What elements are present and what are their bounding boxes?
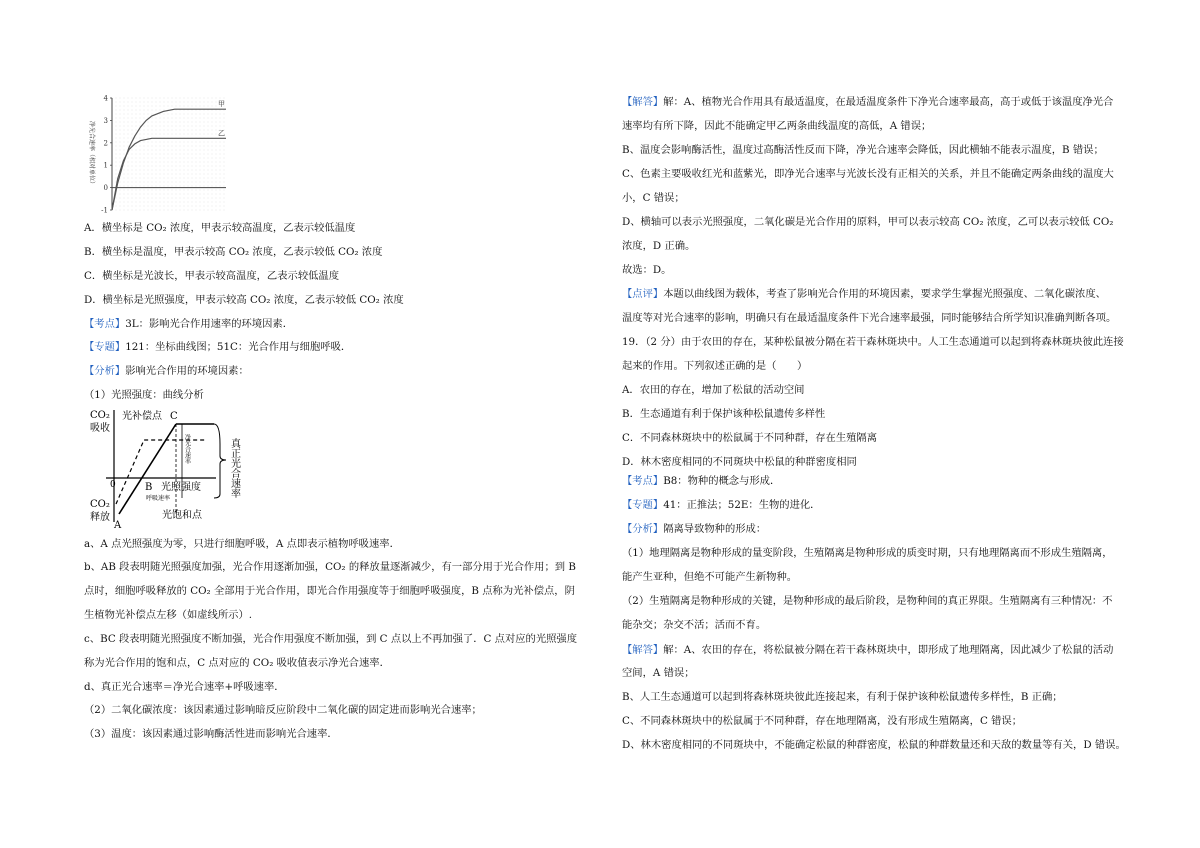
true-rate-label: 真正光合速率 [228,438,240,498]
line-text: 温度等对光合速率的影响，明确只有在最适温度条件下光合速率最强，同时能够结合所学知识准确判断各项。 [622,312,1117,324]
series-line-jia [112,109,226,210]
line-text: 隔离导致物种的形成： [663,523,767,535]
text-line [84,537,400,551]
co2-absorb-label: CO₂ [90,410,110,421]
line-text: 速率均有所下降，因此不能确定甲乙两条曲线温度的高低，A 错误； [622,120,932,132]
y-tick-label: 2 [103,139,108,148]
line-text: c、BC 段表明随光照强度不断加强，光合作用强度不断加强，到 C 点以上不再加强了．C 点对应的光照强度 [84,633,578,645]
line-text: D、横轴可以表示光照强度，二氧化碳是光合作用的原料，甲可以表示较高 CO₂ 浓度，乙可以表示较低 CO₂ [622,216,1114,228]
text-line [622,474,780,488]
line-text: 3L：影响光合作用速率的环境因素． [125,318,294,330]
text-line [84,340,351,354]
point-c-label: C [170,411,178,422]
text-line [84,703,482,717]
text-line [84,269,339,283]
origin-label: 0 [110,480,116,490]
section-tag: 【分析】 [84,365,126,377]
line-text: a、A 点光照强度为零，只进行细胞呼吸，A 点即表示植物呼吸速率． [84,538,400,550]
text-line [622,407,825,421]
line-text: （3）温度：该因素通过影响酶活性进而影响光合速率． [84,728,338,740]
y-tick-label: 3 [103,116,108,125]
section-tag: 【解答】 [622,644,664,656]
chart-grid [112,98,225,211]
text-line [84,584,575,598]
text-line [622,143,1104,157]
compensation-point-label: 光补偿点 [122,411,162,422]
light-intensity-label: 光照强度 [161,482,201,493]
line-text: 故选：D。 [622,264,672,276]
text-line [622,263,671,277]
line-text: 小，C 错误； [622,192,685,204]
text-line [622,287,1106,301]
text-line [84,560,576,574]
text-line [84,221,355,235]
y-tick-label: 0 [103,184,108,193]
resp-rate-label: 呼吸速率 [146,495,171,502]
line-text: 点时，细胞呼吸释放的 CO₂ 全部用于光合作用，即光合作用强度等于细胞呼吸强度，B 点称为光补偿点，阴 [84,585,575,597]
chart-y-ticks [101,95,112,215]
line-text: 解：A、植物光合作用具有最适温度，在最适温度条件下净光合速率最高，高于或低于该温度净光合 [663,96,1114,108]
text-line [622,335,1124,349]
text-line [84,680,285,694]
line-text: C、色素主要吸收红光和蓝紫光，即净光合速率与光波长没有正相关的关系，并且不能确定两条曲线的温度大 [622,168,1114,180]
text-line [84,727,338,741]
series-line-yi [112,138,226,210]
point-a-label: A [114,520,122,529]
text-line [622,239,695,253]
line-text: B8：物种的概念与形成． [663,475,781,487]
line-text: D．林木密度相同的不同斑块中松鼠的种群密度相同 [622,456,857,468]
section-tag: 【考点】 [622,475,664,487]
text-line [84,364,249,378]
line-text: 起来的作用。下列叙述正确的是（ ） [622,360,808,372]
line-text: d、真正光合速率＝净光合速率+呼吸速率． [84,681,285,693]
chart-axes [112,98,226,210]
y-tick-label: 1 [103,161,108,170]
line-text: D、林木密度相同的不同斑块中，不能确定松鼠的种群密度，松鼠的种群数量还和天敌的数量等有关，D 错误。 [622,739,1126,751]
text-line [622,522,766,536]
light-intensity-diagram [86,404,256,529]
line-text: 19．（2 分）由于农田的存在，某种松鼠被分隔在若干森林斑块中。人工生态通道可以起到将森林斑块彼此连接 [622,336,1124,348]
text-line [622,191,685,205]
text-line [622,666,695,680]
line-text: （1）地理隔离是物种形成的量变阶段，生殖隔离是物种形成的质变时期，只有地理隔离而不形成生殖隔离， [622,547,1113,559]
line-text: 生植物光补偿点左移（如虚线所示）. [84,609,253,621]
chart-y-axis-label: 净光合速率（相对单位） [88,120,95,188]
section-tag: 【解答】 [622,96,664,108]
text-line [622,546,1113,560]
text-line [84,293,404,307]
point-b-label: B [145,482,153,493]
line-text: C．横坐标是光波长，甲表示较高温度，乙表示较低温度 [84,270,340,282]
text-line [622,311,1116,325]
line-text: 本题以曲线图为载体，考查了影响光合作用的环境因素，要求学生掌握光照强度、二氧化碳浓度、 [663,288,1106,300]
section-tag: 【考点】 [84,318,126,330]
text-line [622,570,797,584]
line-text: （2）二氧化碳浓度：该因素通过影响暗反应阶段中二氧化碳的固定进而影响光合速率； [84,704,482,716]
text-line [622,359,807,373]
line-text: b、AB 段表明随光照强度加强，光合作用逐渐加强，CO₂ 的释放量逐渐减少，有一部分用于光合作用；到 B [84,561,576,573]
text-line [622,431,877,445]
text-line [622,383,804,397]
saturation-point-label: 光饱和点 [162,510,202,521]
series-label: 乙 [218,129,225,138]
section-tag: 【专题】 [622,499,664,511]
chart-series [112,100,226,210]
line-text: B．横坐标是温度，甲表示较高 CO₂ 浓度，乙表示较低 CO₂ 浓度 [84,246,383,258]
line-text: （1）光照强度：曲线分析 [84,389,204,401]
text-line [622,455,857,469]
text-line [84,632,577,646]
true-rate-brace [214,424,226,498]
section-tag: 【专题】 [84,341,126,353]
line-text: A．横坐标是 CO₂ 浓度，甲表示较高温度，乙表示较低温度 [84,222,356,234]
section-tag: 【点评】 [622,288,664,300]
line-text: 解：A、农田的存在，将松鼠被分隔在若干森林斑块中，即形成了地理隔离，因此减少了松鼠的活动 [663,644,1114,656]
line-text: 空间，A 错误； [622,667,695,679]
text-line [84,388,204,402]
text-line [622,714,1022,728]
text-line [622,690,1063,704]
text-line [622,215,1113,229]
line-text: 称为光合作用的饱和点，C 点对应的 CO₂ 吸收值表示净光合速率． [84,657,390,669]
line-text: C、不同森林斑块中的松鼠属于不同种群，存在地理隔离，没有形成生殖隔离，C 错误； [622,715,1023,727]
y-tick-label: 4 [103,94,108,103]
line-text: D．横坐标是光照强度，甲表示较高 CO₂ 浓度，乙表示较低 CO₂ 浓度 [84,294,404,306]
line-text: B、温度会影响酶活性，温度过高酶活性反而下降，净光合速率会降低，因此横轴不能表示温度，B 错误； [622,144,1104,156]
line-text: 影响光合作用的环境因素： [125,365,249,377]
absorb-label: 吸收 [90,423,110,434]
line-text: 能产生亚种，但绝不可能产生新物种。 [622,571,798,583]
line-text: 能杂交；杂交不活；活而不育。 [622,619,767,631]
text-line [622,167,1114,181]
text-line [622,95,1113,109]
text-line [84,317,293,331]
series-label: 甲 [218,100,225,109]
text-line [622,618,766,632]
text-line [84,608,252,622]
line-text: 41：正推法；52E：生物的进化． [663,499,821,511]
text-line [622,643,1113,657]
line-text: B、人工生态通道可以起到将森林斑块彼此连接起来，有利于保护该种松鼠遗传多样性，B 正确； [622,691,1063,703]
line-text: A．农田的存在，增加了松鼠的活动空间 [622,384,805,396]
text-line [84,245,382,259]
co2-release-label: CO₂ [90,499,110,510]
text-line [622,498,820,512]
text-line [622,594,1113,608]
line-text: B．生态通道有利于保护该种松鼠遗传多样性 [622,408,826,420]
section-tag: 【分析】 [622,523,664,535]
line-text: 121：坐标曲线图；51C：光合作用与细胞呼吸． [125,341,352,353]
line-text: （2）生殖隔离是物种形成的关键，是物种形成的最后阶段，是物种间的真正界限。生殖隔离有三种情况：不 [622,595,1113,607]
chart-photosynthesis-curves [84,92,234,216]
line-text: C．不同森林斑块中的松鼠属于不同种群，存在生殖隔离 [622,432,878,444]
y-tick-label: -1 [101,206,108,215]
text-line [84,656,390,670]
line-text: 浓度，D 正确。 [622,240,696,252]
text-line [622,119,931,133]
net-rate-label: 净光合速率 [183,434,191,464]
text-line [622,738,1126,752]
release-label: 释放 [90,512,110,523]
